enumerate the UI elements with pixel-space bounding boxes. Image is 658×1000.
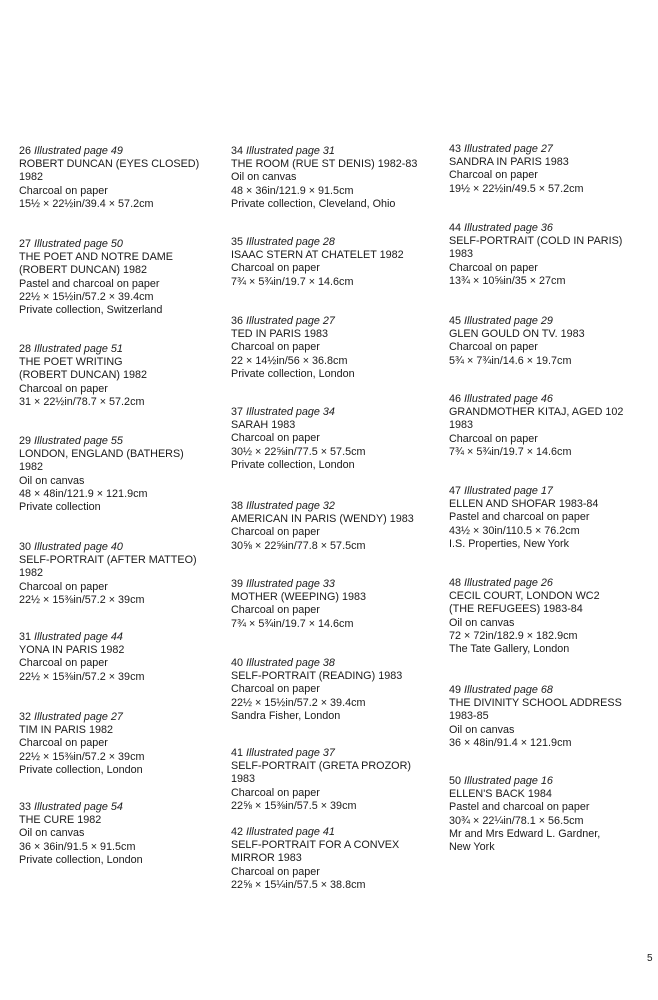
entry-title-line [449,788,600,801]
catalogue-entry [231,406,365,472]
entry-title-line [19,251,173,264]
illustrated-reference: Illustrated page 46 [464,393,553,405]
entry-detail: 43½ × 30in/110.5 × 76.2cm [449,524,580,537]
entry-title: ELLEN AND SHOFAR [449,498,556,511]
entry-number: 47 [449,485,462,497]
entry-title: SELF-PORTRAIT (READING) [231,670,376,683]
entry-detail: Charcoal on paper [231,262,320,275]
illustrated-reference: Illustrated page 16 [464,775,553,787]
entry-title-line [449,235,622,248]
entry-header [19,541,197,554]
catalogue-entry [449,775,600,854]
entry-title: ISAAC STERN AT CHATELET [231,249,377,262]
entry-number: 41 [231,747,244,759]
entry-detail: Charcoal on paper [19,382,108,395]
entry-title: SELF-PORTRAIT (AFTER MATTEO) [19,554,197,567]
entry-detail: 22½ × 15⅜in/57.2 × 39cm [19,593,145,606]
entry-header [449,577,600,590]
catalogue-entry [231,315,355,381]
entry-title: TIM IN PARIS [19,724,86,737]
entry-detail: 22½ × 15⅜in/57.2 × 39cm [19,750,145,763]
entry-number: 49 [449,684,462,696]
entry-title-line [449,590,600,603]
entry-detail: Pastel and charcoal on paper [449,511,590,524]
catalogue-entry [19,541,197,607]
entry-header [231,826,399,839]
entry-detail: The Tate Gallery, London [449,643,570,656]
entry-detail: Oil on canvas [19,827,85,840]
entry-detail: (ROBERT DUNCAN) 1982 [19,264,147,277]
entry-header [231,406,365,419]
entry-date: 1982 [379,249,404,262]
entry-detail: Private collection [19,501,101,514]
entry-detail: 1983 [449,419,474,432]
entry-header [449,684,622,697]
entry-detail: Oil on canvas [449,616,515,629]
entry-number: 46 [449,393,462,405]
entry-detail: Sandra Fisher, London [231,709,341,722]
entry-header [19,711,144,724]
entry-detail: New York [449,841,495,854]
entry-title: TED IN PARIS [231,328,301,341]
entry-header [19,801,143,814]
illustrated-reference: Illustrated page 36 [464,222,553,234]
entry-title-line [231,760,411,773]
entry-detail: 13¾ × 10⅝in/35 × 27cm [449,274,566,287]
entry-number: 32 [19,711,32,723]
entry-detail: Oil on canvas [19,474,85,487]
entry-number: 50 [449,775,462,787]
catalogue-entry [19,801,143,867]
illustrated-reference: Illustrated page 29 [464,315,553,327]
entry-header [19,238,173,251]
entry-title-line [231,670,402,683]
entry-header [449,222,622,235]
illustrated-reference: Illustrated page 27 [246,315,335,327]
illustrated-reference: Illustrated page 27 [34,711,123,723]
illustrated-reference: Illustrated page 17 [464,485,553,497]
entry-header [231,145,417,158]
entry-title: GRANDMOTHER KITAJ, AGED 102 [449,406,624,419]
illustrated-reference: Illustrated page 49 [34,145,123,157]
entry-detail: 7¾ × 5¾in/19.7 × 14.6cm [449,445,572,458]
entry-header [19,145,199,158]
illustrated-reference: Illustrated page 38 [246,657,335,669]
entry-title: AMERICAN IN PARIS (WENDY) [231,513,387,526]
catalogue-entry [19,343,147,409]
entry-detail: 7¾ × 5¾in/19.7 × 14.6cm [231,617,354,630]
entry-detail: Charcoal on paper [231,341,320,354]
entry-detail: 72 × 72in/182.9 × 182.9cm [449,629,578,642]
entry-title-line [19,814,143,827]
entry-title-line [449,156,583,169]
illustrated-reference: Illustrated page 31 [246,145,335,157]
catalogue-entry [449,143,583,196]
page-number: 5 [647,953,653,964]
entry-title-line [19,448,184,461]
entry-number: 27 [19,238,32,250]
catalogue-entry [449,577,600,656]
entry-number: 37 [231,406,244,418]
entry-title: THE ROOM (RUE ST DENIS) [231,158,375,171]
entry-title: THE CURE [19,814,75,827]
catalogue-entry [231,236,404,289]
entry-detail: 48 × 48in/121.9 × 121.9cm [19,487,148,500]
entry-date: 1983 [389,513,414,526]
entry-title-line [19,158,199,171]
entry-title-line [231,839,399,852]
illustrated-reference: Illustrated page 32 [246,500,335,512]
entry-title: SANDRA IN PARIS [449,156,542,169]
entry-detail: 1983-85 [449,710,489,723]
catalogue-entry [231,826,399,892]
entry-number: 40 [231,657,244,669]
entry-number: 30 [19,541,32,553]
entry-detail: Oil on canvas [231,171,297,184]
entry-number: 36 [231,315,244,327]
entry-date: 1982-83 [377,158,418,171]
entry-number: 31 [19,631,32,643]
illustrated-reference: Illustrated page 34 [246,406,335,418]
entry-detail: Charcoal on paper [449,432,538,445]
entry-date: 1983 [341,591,366,604]
entry-title-line [19,644,144,657]
illustrated-reference: Illustrated page 51 [34,343,123,355]
entry-detail: 1982 [19,567,44,580]
entry-header [231,236,404,249]
entry-detail: 30⅝ × 22⅝in/77.8 × 57.5cm [231,539,366,552]
entry-detail: 7¾ × 5¾in/19.7 × 14.6cm [231,275,354,288]
entry-detail: 1982 [19,171,44,184]
catalogue-entry [231,500,414,553]
illustrated-reference: Illustrated page 26 [464,577,553,589]
entry-title: SARAH [231,419,269,432]
entry-detail: 22⅝ × 15¼in/57.5 × 38.8cm [231,878,366,891]
entry-header [19,435,184,448]
illustrated-reference: Illustrated page 50 [34,238,123,250]
illustrated-reference: Illustrated page 54 [34,801,123,813]
illustrated-reference: Illustrated page 27 [464,143,553,155]
entry-title-line [449,498,598,511]
entry-title-line [19,356,147,369]
entry-number: 43 [449,143,462,155]
entry-title: THE DIVINITY SCHOOL ADDRESS [449,697,622,710]
entry-detail: 15½ × 22½in/39.4 × 57.2cm [19,197,154,210]
entry-title-line [231,158,417,171]
entry-detail: Charcoal on paper [231,865,320,878]
entry-detail: Charcoal on paper [19,737,108,750]
catalogue-entry [449,315,585,368]
entry-title: THE POET AND NOTRE DAME [19,251,173,264]
entry-title: SELF-PORTRAIT (COLD IN PARIS) [449,235,623,248]
entry-detail: Charcoal on paper [449,169,538,182]
entry-number: 34 [231,145,244,157]
entry-detail: Charcoal on paper [19,657,108,670]
entry-detail: Charcoal on paper [19,580,108,593]
entry-detail: Private collection, London [19,853,143,866]
entry-detail: 22½ × 15½in/57.2 × 39.4cm [231,696,366,709]
entry-detail: Charcoal on paper [231,604,320,617]
catalogue-entry [231,578,366,631]
entry-detail: Private collection, Cleveland, Ohio [231,197,396,210]
entry-header [449,775,600,788]
entry-title-line [449,328,585,341]
entry-title: MOTHER (WEEPING) [231,591,339,604]
entry-title-line [449,406,623,419]
entry-detail: Charcoal on paper [19,184,108,197]
entry-date: 1984 [527,788,552,801]
entry-header [231,315,355,328]
entry-detail: 22 × 14½in/56 × 36.8cm [231,354,348,367]
entry-detail: Oil on canvas [449,723,515,736]
illustrated-reference: Illustrated page 55 [34,435,123,447]
entry-detail: Charcoal on paper [231,786,320,799]
illustrated-reference: Illustrated page 44 [34,631,123,643]
entry-detail: (THE REFUGEES) 1983-84 [449,603,583,616]
entry-date: 1983 [378,670,403,683]
entry-detail: 1983 [231,773,256,786]
illustrated-reference: Illustrated page 37 [246,747,335,759]
entry-detail: Private collection, London [231,367,355,380]
entry-detail: (ROBERT DUNCAN) 1982 [19,369,147,382]
entry-number: 45 [449,315,462,327]
entry-title-line [231,591,366,604]
entry-detail: Charcoal on paper [231,432,320,445]
entry-title: GLEN GOULD ON TV. [449,328,558,341]
entry-number: 48 [449,577,462,589]
entry-title-line [231,513,414,526]
entry-detail: 5¾ × 7¾in/14.6 × 19.7cm [449,354,572,367]
entry-number: 39 [231,578,244,590]
entry-header [231,657,402,670]
entry-number: 35 [231,236,244,248]
entry-header [449,315,585,328]
entry-title: SELF-PORTRAIT FOR A CONVEX [231,839,400,852]
entry-title: CECIL COURT, LONDON WC2 [449,590,600,603]
entry-title: ELLEN'S BACK [449,788,525,801]
entry-detail: 36 × 36in/91.5 × 91.5cm [19,840,136,853]
entry-detail: 22½ × 15⅜in/57.2 × 39cm [19,670,145,683]
illustrated-reference: Illustrated page 40 [34,541,123,553]
entry-detail: Charcoal on paper [231,526,320,539]
illustrated-reference: Illustrated page 41 [246,826,335,838]
entry-title-line [231,328,355,341]
entry-header [19,631,144,644]
catalogue-entry [19,145,199,211]
entry-number: 29 [19,435,32,447]
catalogue-entry [449,684,622,750]
entry-date: 1983 [304,328,329,341]
entry-date: 1982 [100,644,125,657]
entry-date: 1982 [77,814,102,827]
entry-title: YONA IN PARIS [19,644,98,657]
entry-header [19,343,147,356]
entry-detail: 30¾ × 22¼in/78.1 × 56.5cm [449,814,584,827]
catalogue-entry [19,711,144,777]
catalogue-entry [19,631,144,684]
entry-detail: Pastel and charcoal on paper [449,801,590,814]
entry-title: THE POET WRITING [19,356,123,369]
entry-date: 1983 [544,156,569,169]
catalogue-entry [449,222,622,288]
entry-detail: 22⅝ × 15⅜in/57.5 × 39cm [231,799,357,812]
illustrated-reference: Illustrated page 28 [246,236,335,248]
entry-date: 1983-84 [558,498,599,511]
catalogue-entry [449,485,598,551]
entry-detail: Pastel and charcoal on paper [19,277,160,290]
entry-title-line [231,249,404,262]
entry-title-line [19,724,144,737]
catalogue-entry [19,435,184,514]
illustrated-reference: Illustrated page 33 [246,578,335,590]
entry-title-line [449,697,622,710]
entry-title-line [231,419,365,432]
illustrated-reference: Illustrated page 68 [464,684,553,696]
entry-title: SELF-PORTRAIT (GRETA PROZOR) [231,760,411,773]
entry-title: LONDON, ENGLAND (BATHERS) [19,448,184,461]
catalogue-entry [19,238,173,317]
entry-header [231,747,411,760]
entry-title: ROBERT DUNCAN (EYES CLOSED) [19,158,200,171]
entry-number: 44 [449,222,462,234]
entry-detail: Charcoal on paper [449,261,538,274]
catalogue-entry [231,145,417,211]
entry-detail: Private collection, London [231,458,355,471]
entry-detail: Mr and Mrs Edward L. Gardner, [449,827,601,840]
entry-date: 1982 [89,724,114,737]
entry-number: 38 [231,500,244,512]
entry-date: 1983 [271,419,296,432]
catalogue-entry [231,657,402,723]
entry-number: 33 [19,801,32,813]
entry-detail: 1982 [19,461,44,474]
entry-detail: Charcoal on paper [231,683,320,696]
entry-header [449,143,583,156]
entry-header [231,578,366,591]
entry-detail: 22½ × 15½in/57.2 × 39.4cm [19,290,154,303]
entry-header [231,500,414,513]
entry-detail: Private collection, Switzerland [19,304,163,317]
entry-number: 26 [19,145,32,157]
entry-header [449,393,623,406]
catalogue-entry [449,393,623,459]
entry-date: 1983 [560,328,585,341]
entry-detail: 48 × 36in/121.9 × 91.5cm [231,184,354,197]
entry-header [449,485,598,498]
entry-detail: 1983 [449,248,474,261]
entry-detail: Charcoal on paper [449,341,538,354]
entry-detail: I.S. Properties, New York [449,537,570,550]
entry-number: 28 [19,343,32,355]
catalogue-entry [231,747,411,813]
entry-detail: 36 × 48in/91.4 × 121.9cm [449,736,572,749]
entry-detail: Private collection, London [19,763,143,776]
entry-detail: 19½ × 22½in/49.5 × 57.2cm [449,182,584,195]
entry-number: 42 [231,826,244,838]
entry-detail: MIRROR 1983 [231,852,302,865]
entry-detail: 31 × 22½in/78.7 × 57.2cm [19,395,145,408]
entry-title-line [19,554,197,567]
entry-detail: 30½ × 22⅝in/77.5 × 57.5cm [231,445,366,458]
